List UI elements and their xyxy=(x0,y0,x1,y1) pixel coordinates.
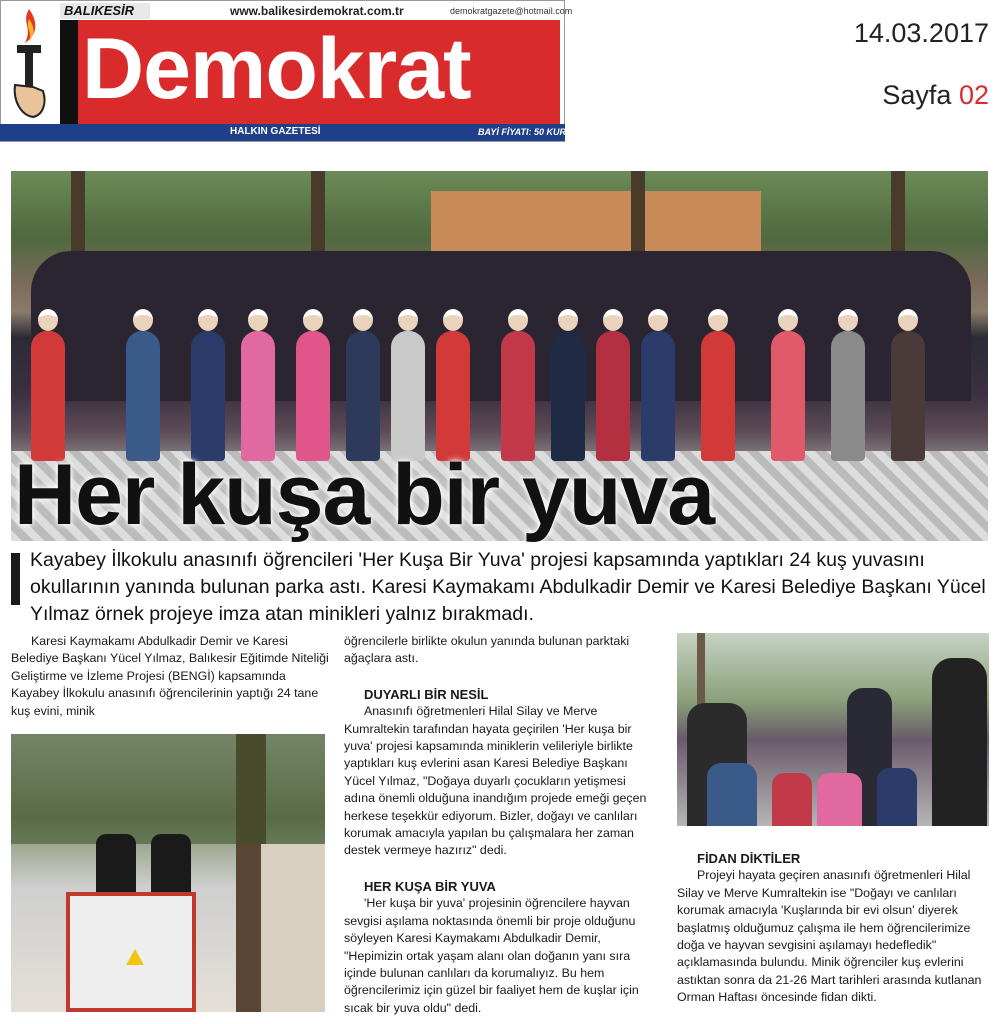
photo-child xyxy=(831,331,865,461)
headline: Her kuşa bir yuva xyxy=(14,447,715,543)
page-word: Sayfa xyxy=(882,80,952,110)
logo-stripe xyxy=(60,20,78,124)
article-column-2 xyxy=(344,633,660,1017)
bird-house-photo xyxy=(11,734,325,1012)
officials-with-children-photo xyxy=(677,633,989,826)
subhead: HER KUŞA BİR YUVA xyxy=(364,878,496,894)
subhead: DUYARLI BİR NESİL xyxy=(364,686,489,702)
article-column-1 xyxy=(11,633,331,720)
body-paragraph: öğrencilerle birlikte okulun yanında bulunan parktaki ağaçlara astı. xyxy=(344,634,630,666)
photo-child xyxy=(771,331,805,461)
email-address[interactable]: demokratgazete@hotmail.com xyxy=(450,6,573,16)
newspaper-title: Demokrat xyxy=(82,21,471,117)
tagline: HALKIN GAZETESİ xyxy=(230,126,321,137)
price-label: BAYİ FİYATI: 50 KURUŞ xyxy=(478,127,579,137)
page-number: 02 xyxy=(958,80,989,110)
article-column-3 xyxy=(677,850,989,1007)
subhead: FİDAN DİKTİLER xyxy=(697,851,801,866)
body-paragraph: Anasınıfı öğretmenleri Hilal Silay ve Merve Kumraltekin tarafından hayata geçirilen 'Her kuşa bir yuva' projesi kapsamında miniklerin velileriyle birlikte yaptıkları kuş evlerini asan Karesi Belediye Başkanı Yücel Yılmaz, "Doğaya duyarlı çocukların yetişmesi adına önemli olduğuna inandığım projede emeği geçen herkese teşekkür ediyorum. Bizler, doğayı ve canlıları korumak amacıyla yapılan bu çalışmalara her zaman destek vermeye hazırız" dedi. xyxy=(344,704,647,858)
issue-date: 14.03.2017 xyxy=(853,18,989,48)
torch-hand-logo-icon xyxy=(3,5,55,123)
city-label: BALIKESİR xyxy=(60,3,150,19)
lead-paragraph: Kayabey İlkokulu anasınıfı öğrencileri 'Her Kuşa Bir Yuva' projesi kapsamında yaptıkları 24 kuş yuvasını okullarının yanında bulunan parka astı. Karesi Kaymakamı Abdulkadir Demir ve Karesi Belediye Başkanı Yücel Yılmaz örnek projeye imza atan minikleri yalnız bırakmadı. xyxy=(30,549,986,625)
body-paragraph: Karesi Kaymakamı Abdulkadir Demir ve Karesi Belediye Başkanı Yücel Yılmaz, Balıkesir Eğitimde Niteliği Geliştirme ve İzleme Projesi (BENGİ) kapsamında Kayabey İlkokulu anasınıfı öğrencilerinin yaptığı 24 tane kuş evini, minik xyxy=(11,634,329,718)
photo-child xyxy=(891,331,925,461)
body-paragraph: 'Her kuşa bir yuva' projesinin öğrencilere hayvan sevgisi aşılama noktasında önemli bir proje olduğunu söyleyen Karesi Kaymakamı Abdulkadir Demir, "Hepimizin ortak yaşam alanı olan doğanın yanı sıra içinde bulunan canlıları da korumalıyız. Bu hem öğrencilerimiz için güzel bir faaliyet hem de kuşlar için sıcak bir yuva oldu" dedi. xyxy=(344,896,639,1015)
site-url[interactable]: www.balikesirdemokrat.com.tr xyxy=(230,4,404,18)
page-label xyxy=(882,80,989,111)
lead-marker xyxy=(11,553,20,605)
body-paragraph: Projeyi hayata geçiren anasınıfı öğretmenleri Hilal Silay ve Merve Kumraltekin ise "Doğayı ve canlıları korumak amacıyla 'Kuşlarında bir evi olsun' diyerek başlatmış olduğumuz çalışma ile hem öğrencilerimize doğa ve hayvan sevgisini aşılamayı hedefledik" açıklamasında bulundu. Minik öğrenciler kuş evlerini astıktan sonra da 21-26 Mart tarihleri arasında kutlanan Orman Haftası öncesinde fidan dikti. xyxy=(677,868,982,1005)
